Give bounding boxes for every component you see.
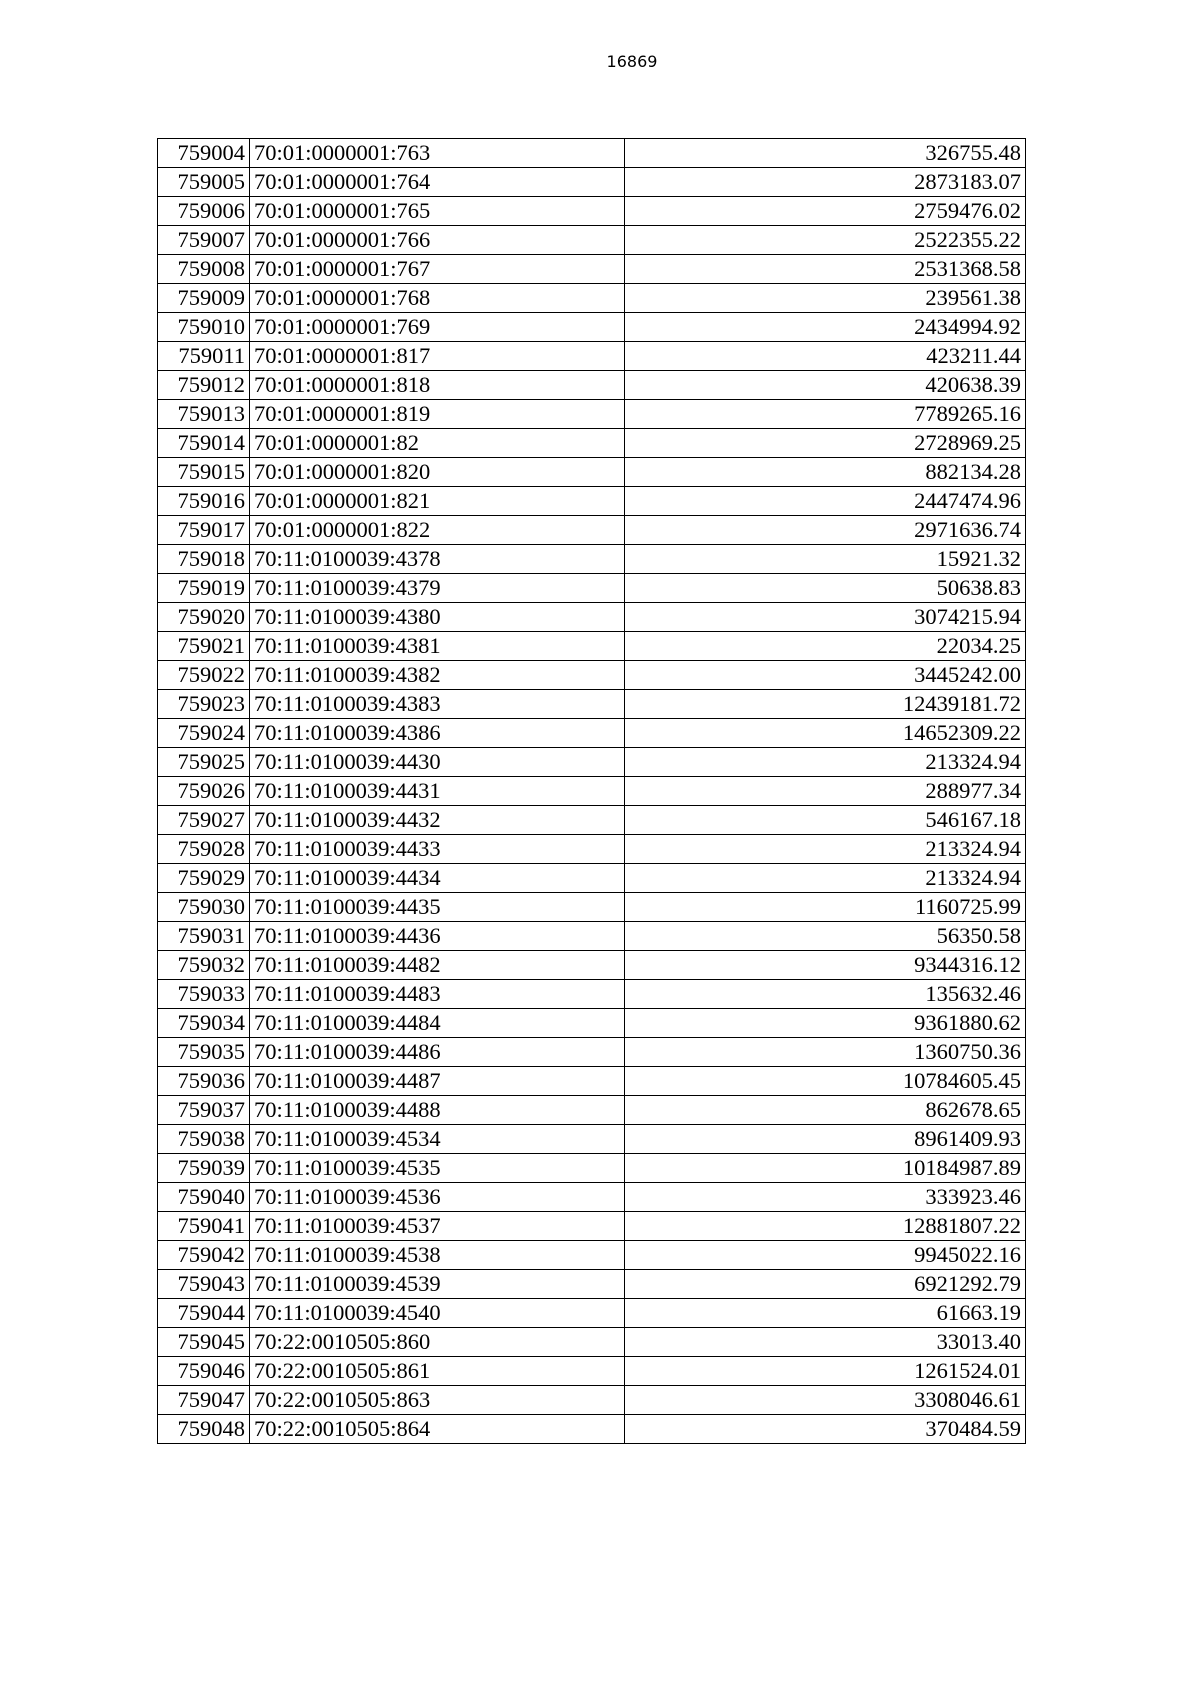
cadastral-number-cell: 70:11:0100039:4538 (250, 1241, 625, 1270)
cadastral-number-cell: 70:11:0100039:4431 (250, 777, 625, 806)
table-row (158, 1386, 1026, 1415)
table-row (158, 168, 1026, 197)
row-number-cell: 759037 (158, 1096, 250, 1125)
cadastral-value-cell: 2522355.22 (625, 226, 1026, 255)
row-number-cell: 759021 (158, 632, 250, 661)
cadastral-value-cell: 14652309.22 (625, 719, 1026, 748)
cadastral-number-cell: 70:01:0000001:765 (250, 197, 625, 226)
cadastral-number-cell: 70:11:0100039:4540 (250, 1299, 625, 1328)
table-row (158, 922, 1026, 951)
row-number-cell: 759006 (158, 197, 250, 226)
table-row (158, 226, 1026, 255)
row-number-cell: 759025 (158, 748, 250, 777)
table-row (158, 777, 1026, 806)
row-number-cell: 759040 (158, 1183, 250, 1212)
cadastral-value-cell: 8961409.93 (625, 1125, 1026, 1154)
row-number-cell: 759017 (158, 516, 250, 545)
cadastral-value-cell: 1160725.99 (625, 893, 1026, 922)
cadastral-value-cell: 2531368.58 (625, 255, 1026, 284)
row-number-cell: 759048 (158, 1415, 250, 1444)
row-number-cell: 759030 (158, 893, 250, 922)
cadastral-number-cell: 70:11:0100039:4534 (250, 1125, 625, 1154)
table-row (158, 1212, 1026, 1241)
cadastral-value-cell: 2728969.25 (625, 429, 1026, 458)
row-number-cell: 759041 (158, 1212, 250, 1241)
row-number-cell: 759004 (158, 139, 250, 168)
cadastral-number-cell: 70:11:0100039:4435 (250, 893, 625, 922)
row-number-cell: 759014 (158, 429, 250, 458)
table-row (158, 1328, 1026, 1357)
row-number-cell: 759008 (158, 255, 250, 284)
cadastral-number-cell: 70:11:0100039:4382 (250, 661, 625, 690)
cadastral-value-cell: 2873183.07 (625, 168, 1026, 197)
cadastral-value-cell: 239561.38 (625, 284, 1026, 313)
cadastral-number-cell: 70:11:0100039:4539 (250, 1270, 625, 1299)
cadastral-number-cell: 70:01:0000001:769 (250, 313, 625, 342)
table-row (158, 1154, 1026, 1183)
table-row (158, 1241, 1026, 1270)
cadastral-value-cell: 3445242.00 (625, 661, 1026, 690)
cadastral-number-cell: 70:11:0100039:4379 (250, 574, 625, 603)
cadastral-value-cell: 135632.46 (625, 980, 1026, 1009)
row-number-cell: 759027 (158, 806, 250, 835)
table-row (158, 197, 1026, 226)
row-number-cell: 759045 (158, 1328, 250, 1357)
cadastral-value-cell: 3308046.61 (625, 1386, 1026, 1415)
row-number-cell: 759022 (158, 661, 250, 690)
cadastral-number-cell: 70:01:0000001:768 (250, 284, 625, 313)
table-row (158, 1270, 1026, 1299)
cadastral-value-cell: 9361880.62 (625, 1009, 1026, 1038)
table-row (158, 313, 1026, 342)
row-number-cell: 759034 (158, 1009, 250, 1038)
table-row (158, 864, 1026, 893)
cadastral-number-cell: 70:11:0100039:4378 (250, 545, 625, 574)
row-number-cell: 759046 (158, 1357, 250, 1386)
cadastral-number-cell: 70:11:0100039:4488 (250, 1096, 625, 1125)
row-number-cell: 759036 (158, 1067, 250, 1096)
row-number-cell: 759012 (158, 371, 250, 400)
table-row (158, 1096, 1026, 1125)
row-number-cell: 759033 (158, 980, 250, 1009)
cadastral-number-cell: 70:11:0100039:4386 (250, 719, 625, 748)
cadastral-number-cell: 70:01:0000001:819 (250, 400, 625, 429)
cadastral-value-cell: 882134.28 (625, 458, 1026, 487)
row-number-cell: 759005 (158, 168, 250, 197)
table-row (158, 835, 1026, 864)
table-row (158, 574, 1026, 603)
cadastral-number-cell: 70:11:0100039:4432 (250, 806, 625, 835)
table-row (158, 255, 1026, 284)
row-number-cell: 759019 (158, 574, 250, 603)
table-row (158, 893, 1026, 922)
cadastral-value-cell: 10784605.45 (625, 1067, 1026, 1096)
cadastral-number-cell: 70:01:0000001:82 (250, 429, 625, 458)
cadastral-value-cell: 546167.18 (625, 806, 1026, 835)
cadastral-number-cell: 70:11:0100039:4537 (250, 1212, 625, 1241)
row-number-cell: 759016 (158, 487, 250, 516)
table-row (158, 1299, 1026, 1328)
table-row (158, 342, 1026, 371)
table-row (158, 371, 1026, 400)
row-number-cell: 759039 (158, 1154, 250, 1183)
cadastral-number-cell: 70:11:0100039:4436 (250, 922, 625, 951)
row-number-cell: 759028 (158, 835, 250, 864)
cadastral-value-cell: 326755.48 (625, 139, 1026, 168)
cadastral-value-cell: 423211.44 (625, 342, 1026, 371)
cadastral-number-cell: 70:01:0000001:766 (250, 226, 625, 255)
cadastral-number-cell: 70:01:0000001:767 (250, 255, 625, 284)
cadastral-number-cell: 70:11:0100039:4433 (250, 835, 625, 864)
cadastral-number-cell: 70:01:0000001:817 (250, 342, 625, 371)
row-number-cell: 759038 (158, 1125, 250, 1154)
table-row (158, 632, 1026, 661)
cadastral-number-cell: 70:11:0100039:4483 (250, 980, 625, 1009)
table-row (158, 1125, 1026, 1154)
cadastral-value-cell: 370484.59 (625, 1415, 1026, 1444)
cadastral-number-cell: 70:11:0100039:4486 (250, 1038, 625, 1067)
row-number-cell: 759010 (158, 313, 250, 342)
table-row (158, 1038, 1026, 1067)
cadastral-value-cell: 61663.19 (625, 1299, 1026, 1328)
table-row (158, 1067, 1026, 1096)
row-number-cell: 759031 (158, 922, 250, 951)
cadastral-number-cell: 70:22:0010505:864 (250, 1415, 625, 1444)
cadastral-number-cell: 70:22:0010505:863 (250, 1386, 625, 1415)
row-number-cell: 759024 (158, 719, 250, 748)
cadastral-number-cell: 70:11:0100039:4487 (250, 1067, 625, 1096)
cadastral-number-cell: 70:11:0100039:4484 (250, 1009, 625, 1038)
table-row (158, 806, 1026, 835)
row-number-cell: 759018 (158, 545, 250, 574)
row-number-cell: 759035 (158, 1038, 250, 1067)
row-number-cell: 759043 (158, 1270, 250, 1299)
row-number-cell: 759047 (158, 1386, 250, 1415)
table-row (158, 690, 1026, 719)
cadastral-number-cell: 70:11:0100039:4383 (250, 690, 625, 719)
table-row (158, 429, 1026, 458)
cadastral-value-cell: 2434994.92 (625, 313, 1026, 342)
cadastral-number-cell: 70:01:0000001:763 (250, 139, 625, 168)
cadastral-value-cell: 10184987.89 (625, 1154, 1026, 1183)
cadastral-value-cell: 213324.94 (625, 748, 1026, 777)
cadastral-value-cell: 420638.39 (625, 371, 1026, 400)
cadastral-number-cell: 70:22:0010505:861 (250, 1357, 625, 1386)
table-row (158, 748, 1026, 777)
table-row (158, 284, 1026, 313)
row-number-cell: 759015 (158, 458, 250, 487)
cadastral-number-cell: 70:01:0000001:820 (250, 458, 625, 487)
table-row (158, 516, 1026, 545)
table-row (158, 661, 1026, 690)
table-body (158, 139, 1026, 1444)
cadastral-value-cell: 333923.46 (625, 1183, 1026, 1212)
cadastral-value-cell: 50638.83 (625, 574, 1026, 603)
cadastral-value-cell: 7789265.16 (625, 400, 1026, 429)
cadastral-value-cell: 1360750.36 (625, 1038, 1026, 1067)
cadastral-number-cell: 70:11:0100039:4380 (250, 603, 625, 632)
cadastral-value-cell: 9945022.16 (625, 1241, 1026, 1270)
row-number-cell: 759029 (158, 864, 250, 893)
cadastral-value-cell: 12439181.72 (625, 690, 1026, 719)
cadastral-value-cell: 9344316.12 (625, 951, 1026, 980)
row-number-cell: 759009 (158, 284, 250, 313)
cadastral-value-cell: 6921292.79 (625, 1270, 1026, 1299)
cadastral-value-cell: 22034.25 (625, 632, 1026, 661)
cadastral-value-cell: 33013.40 (625, 1328, 1026, 1357)
cadastral-number-cell: 70:11:0100039:4430 (250, 748, 625, 777)
table-row (158, 139, 1026, 168)
cadastral-number-cell: 70:11:0100039:4535 (250, 1154, 625, 1183)
table-row (158, 1415, 1026, 1444)
cadastral-value-table (157, 138, 1026, 1444)
row-number-cell: 759026 (158, 777, 250, 806)
cadastral-value-cell: 12881807.22 (625, 1212, 1026, 1241)
table-row (158, 980, 1026, 1009)
cadastral-value-cell: 2971636.74 (625, 516, 1026, 545)
row-number-cell: 759042 (158, 1241, 250, 1270)
row-number-cell: 759044 (158, 1299, 250, 1328)
cadastral-value-cell: 3074215.94 (625, 603, 1026, 632)
cadastral-value-cell: 56350.58 (625, 922, 1026, 951)
row-number-cell: 759011 (158, 342, 250, 371)
cadastral-number-cell: 70:11:0100039:4536 (250, 1183, 625, 1212)
table-row (158, 487, 1026, 516)
row-number-cell: 759020 (158, 603, 250, 632)
cadastral-value-cell: 213324.94 (625, 864, 1026, 893)
table-row (158, 1009, 1026, 1038)
cadastral-number-cell: 70:11:0100039:4482 (250, 951, 625, 980)
page-number: 16869 (606, 52, 658, 71)
table-row (158, 545, 1026, 574)
cadastral-value-cell: 862678.65 (625, 1096, 1026, 1125)
row-number-cell: 759023 (158, 690, 250, 719)
cadastral-value-cell: 2447474.96 (625, 487, 1026, 516)
row-number-cell: 759032 (158, 951, 250, 980)
table-row (158, 603, 1026, 632)
row-number-cell: 759007 (158, 226, 250, 255)
cadastral-number-cell: 70:01:0000001:821 (250, 487, 625, 516)
table-row (158, 1183, 1026, 1212)
cadastral-value-cell: 213324.94 (625, 835, 1026, 864)
cadastral-number-cell: 70:22:0010505:860 (250, 1328, 625, 1357)
table-row (158, 719, 1026, 748)
table-row (158, 400, 1026, 429)
cadastral-number-cell: 70:11:0100039:4434 (250, 864, 625, 893)
table-row (158, 458, 1026, 487)
cadastral-value-cell: 1261524.01 (625, 1357, 1026, 1386)
table-row (158, 1357, 1026, 1386)
cadastral-value-cell: 2759476.02 (625, 197, 1026, 226)
table-row (158, 951, 1026, 980)
cadastral-number-cell: 70:01:0000001:818 (250, 371, 625, 400)
cadastral-value-cell: 15921.32 (625, 545, 1026, 574)
cadastral-value-cell: 288977.34 (625, 777, 1026, 806)
row-number-cell: 759013 (158, 400, 250, 429)
cadastral-number-cell: 70:11:0100039:4381 (250, 632, 625, 661)
cadastral-number-cell: 70:01:0000001:822 (250, 516, 625, 545)
cadastral-number-cell: 70:01:0000001:764 (250, 168, 625, 197)
